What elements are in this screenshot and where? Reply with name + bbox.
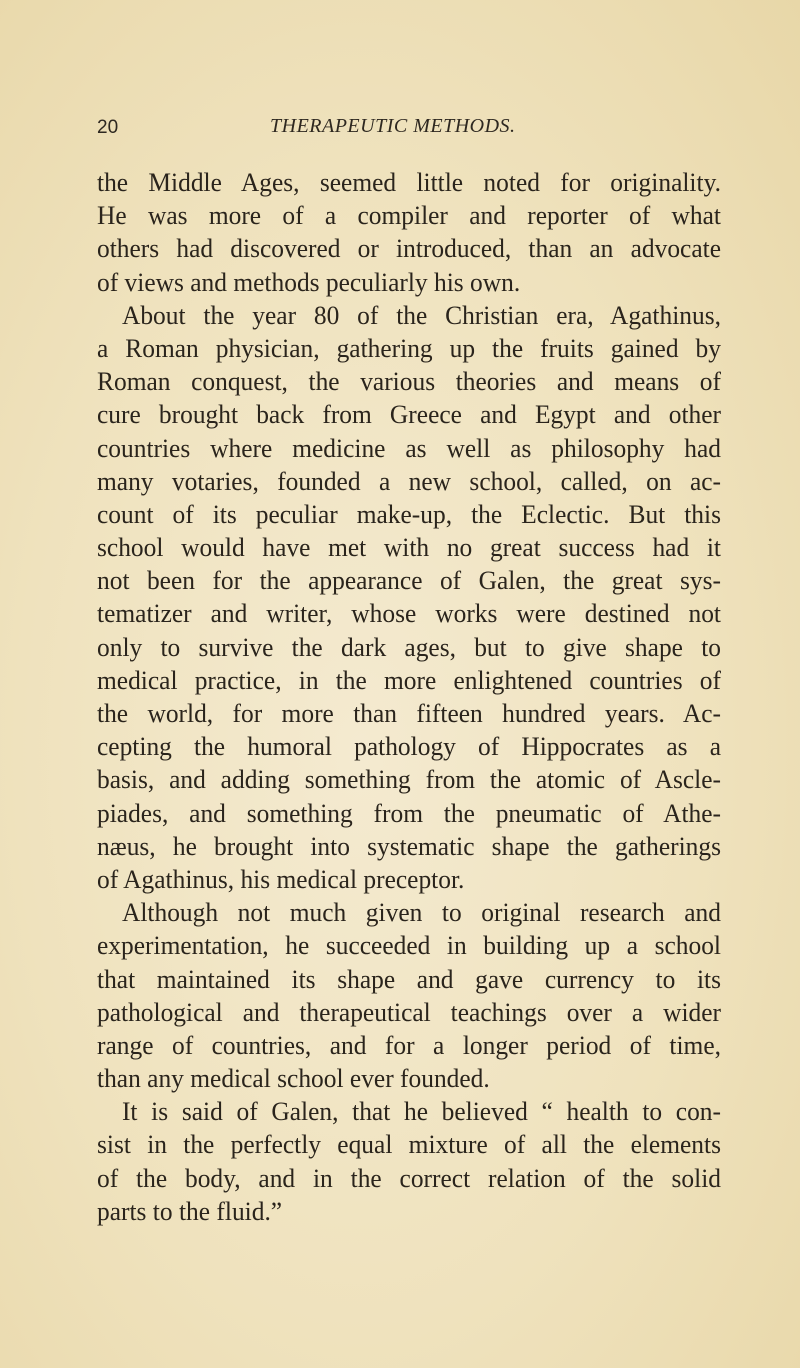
text-line: experimentation, he succeeded in building up a school: [97, 930, 721, 961]
text-line: It is said of Galen, that he believed “ health to con-: [121, 1096, 721, 1127]
text-line: countries where medicine as well as philosophy had: [97, 432, 721, 463]
running-title: THERAPEUTIC METHODS.: [270, 115, 516, 137]
text-line: many votaries, founded a new school, called, on ac-: [97, 465, 721, 496]
text-line: medical practice, in the more enlightened countries of: [97, 664, 721, 695]
text-line: of Agathinus, his medical preceptor.: [97, 863, 465, 894]
body-text: [97, 166, 721, 1228]
text-line: pathological and therapeutical teachings over a wider: [97, 996, 721, 1027]
text-line: of views and methods peculiarly his own.: [97, 266, 521, 297]
text-line: that maintained its shape and gave currency to its: [97, 963, 721, 994]
text-line: a Roman physician, gathering up the fruits gained by: [97, 332, 721, 363]
text-line: basis, and adding something from the atomic of Ascle-: [97, 764, 721, 795]
text-line: others had discovered or introduced, than an advocate: [97, 233, 721, 264]
text-line: the Middle Ages, seemed little noted for originality.: [97, 167, 721, 197]
text-line: cure brought back from Greece and Egypt and other: [97, 399, 721, 430]
text-line: næus, he brought into systematic shape the gatherings: [97, 830, 721, 861]
text-line: About the year 80 of the Christian era, Agathinus,: [121, 299, 721, 330]
text-line: parts to the fluid.”: [97, 1195, 283, 1226]
text-line: sist in the perfectly equal mixture of all the elements: [97, 1129, 721, 1160]
text-line: only to survive the dark ages, but to give shape to: [97, 631, 721, 662]
text-line: than any medical school ever founded.: [97, 1063, 490, 1094]
text-line: count of its peculiar make-up, the Eclectic. But this: [97, 498, 721, 529]
text-line: Although not much given to original research and: [121, 897, 721, 928]
text-line: school would have met with no great success had it: [97, 532, 721, 563]
text-line: He was more of a compiler and reporter of what: [97, 200, 721, 231]
text-line: the world, for more than fifteen hundred years. Ac-: [97, 698, 721, 728]
text-line: cepting the humoral pathology of Hippocrates as a: [97, 731, 721, 762]
text-line: Roman conquest, the various theories and means of: [97, 366, 721, 397]
text-line: range of countries, and for a longer period of time,: [97, 1029, 721, 1060]
text-line: not been for the appearance of Galen, the great sys-: [97, 565, 721, 596]
text-line: piades, and something from the pneumatic of Athe-: [97, 797, 721, 828]
page-number: 20: [97, 117, 119, 138]
text-line: tematizer and writer, whose works were destined not: [97, 598, 721, 629]
text-line: of the body, and in the correct relation of the solid: [97, 1162, 721, 1193]
